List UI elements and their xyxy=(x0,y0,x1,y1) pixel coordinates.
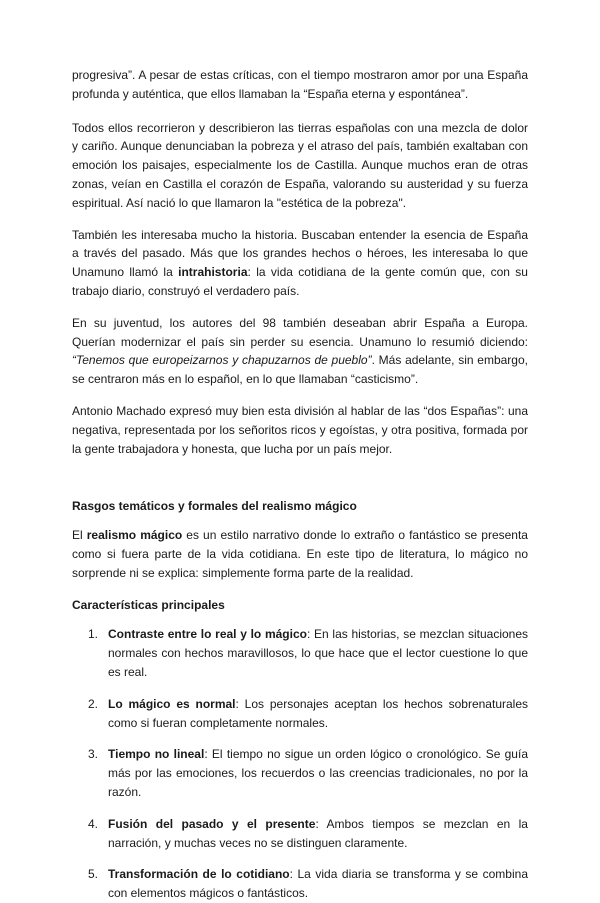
paragraph-4-text: En su juventud, los autores del 98 también deseaban abrir España a Europa. Querían modernizar el país sin perder su esencia. Unamuno lo resumió diciendo: xyxy=(72,315,528,349)
list-item xyxy=(72,745,528,801)
intro-text-end: es un estilo narrativo donde lo extraño o fantástico se presenta como si fuera parte de la vida cotidiana. En este tipo de literatura, lo mágico no sorprende ni se explica: simplemente forma parte de la realidad. xyxy=(72,528,528,580)
list-item-text: : El tiempo no sigue un orden lógico o cronológico. Se guía más por las emociones, los recuerdos o las creencias tradicionales, no por la razón. xyxy=(108,747,528,799)
list-item-title: Transformación de lo cotidiano xyxy=(108,867,290,882)
intro-text: El xyxy=(72,528,87,543)
list-number: 1. xyxy=(88,627,99,642)
list-item xyxy=(72,865,528,903)
intrahistoria-term: intrahistoria xyxy=(178,265,248,280)
list-item-text: : Ambos tiempos se mezclan en la narración, y muchas veces no se distinguen claramente. xyxy=(108,816,528,850)
list-item xyxy=(72,695,528,733)
list-number: 2. xyxy=(88,696,99,711)
realismo-magico-term: realismo mágico xyxy=(86,528,183,543)
list-item-title: Contraste entre lo real y lo mágico xyxy=(108,627,307,642)
list-number: 5. xyxy=(88,867,99,882)
list-item xyxy=(72,815,528,853)
characteristics-list xyxy=(72,625,528,903)
document-body xyxy=(72,66,528,903)
paragraph-3 xyxy=(72,226,528,301)
unamuno-quote: “Tenemos que europeizarnos y chapuzarnos de pueblo” xyxy=(72,353,372,368)
list-number: 3. xyxy=(88,747,99,762)
list-number: 4. xyxy=(88,816,99,831)
paragraph-4-text-end: . Más adelante, sin embargo, se centraron más en lo español, en lo que llamaban “casticismo”. xyxy=(72,353,528,387)
list-item-title: Fusión del pasado y el presente xyxy=(108,816,316,831)
list-item xyxy=(72,625,528,681)
intro-paragraph xyxy=(72,526,528,582)
list-item-text: : Los personajes aceptan los hechos sobrenaturales como si fueran completamente normales. xyxy=(108,696,528,730)
paragraph-3-text-end: : la vida cotidiana de la gente común que, con su trabajo diario, construyó el verdadero país. xyxy=(72,265,528,298)
section-heading: Rasgos temáticos y formales del realismo mágico xyxy=(72,499,357,514)
paragraph-3-text: También les interesaba mucho la historia. Buscaban entender la esencia de España a través del pasado. Más que los grandes hechos o héroes, les interesaba lo que Unamuno llamó la xyxy=(72,227,528,280)
subheading: Características principales xyxy=(72,597,225,612)
paragraph-2: Todos ellos recorrieron y describieron las tierras españolas con una mezcla de dolor y cariño. Aunque denunciaban la pobreza y el atraso del país, también exaltaban con emoción los paisajes, especialmente los de Castilla. Aunque muchos eran de otras zonas, veían en Castilla el corazón de España, valorando su austeridad y su fuerza espiritual. Así nació lo que llamaron la "estética de la pobreza". xyxy=(72,120,528,210)
list-item-title: Tiempo no lineal xyxy=(108,747,205,762)
paragraph-1: progresiva”. A pesar de estas críticas, con el tiempo mostraron amor por una España profunda y auténtica, que ellos llamaban la “España eterna y espontánea”. xyxy=(72,68,528,101)
list-item-text: : En las historias, se mezclan situaciones normales con hechos maravillosos, lo que hace que el lector cuestione lo que es real. xyxy=(108,627,528,679)
paragraph-4 xyxy=(72,314,528,389)
list-item-title: Lo mágico es normal xyxy=(108,696,236,711)
list-item-text: : La vida diaria se transforma y se combina con elementos mágicos o fantásticos. xyxy=(108,867,528,901)
paragraph-5: Antonio Machado expresó muy bien esta división al hablar de las “dos Españas”: una negativa, representada por los señoritos ricos y egoístas, y otra positiva, formada por la gente trabajadora y honesta, que lucha por un país mejor. xyxy=(72,403,528,456)
